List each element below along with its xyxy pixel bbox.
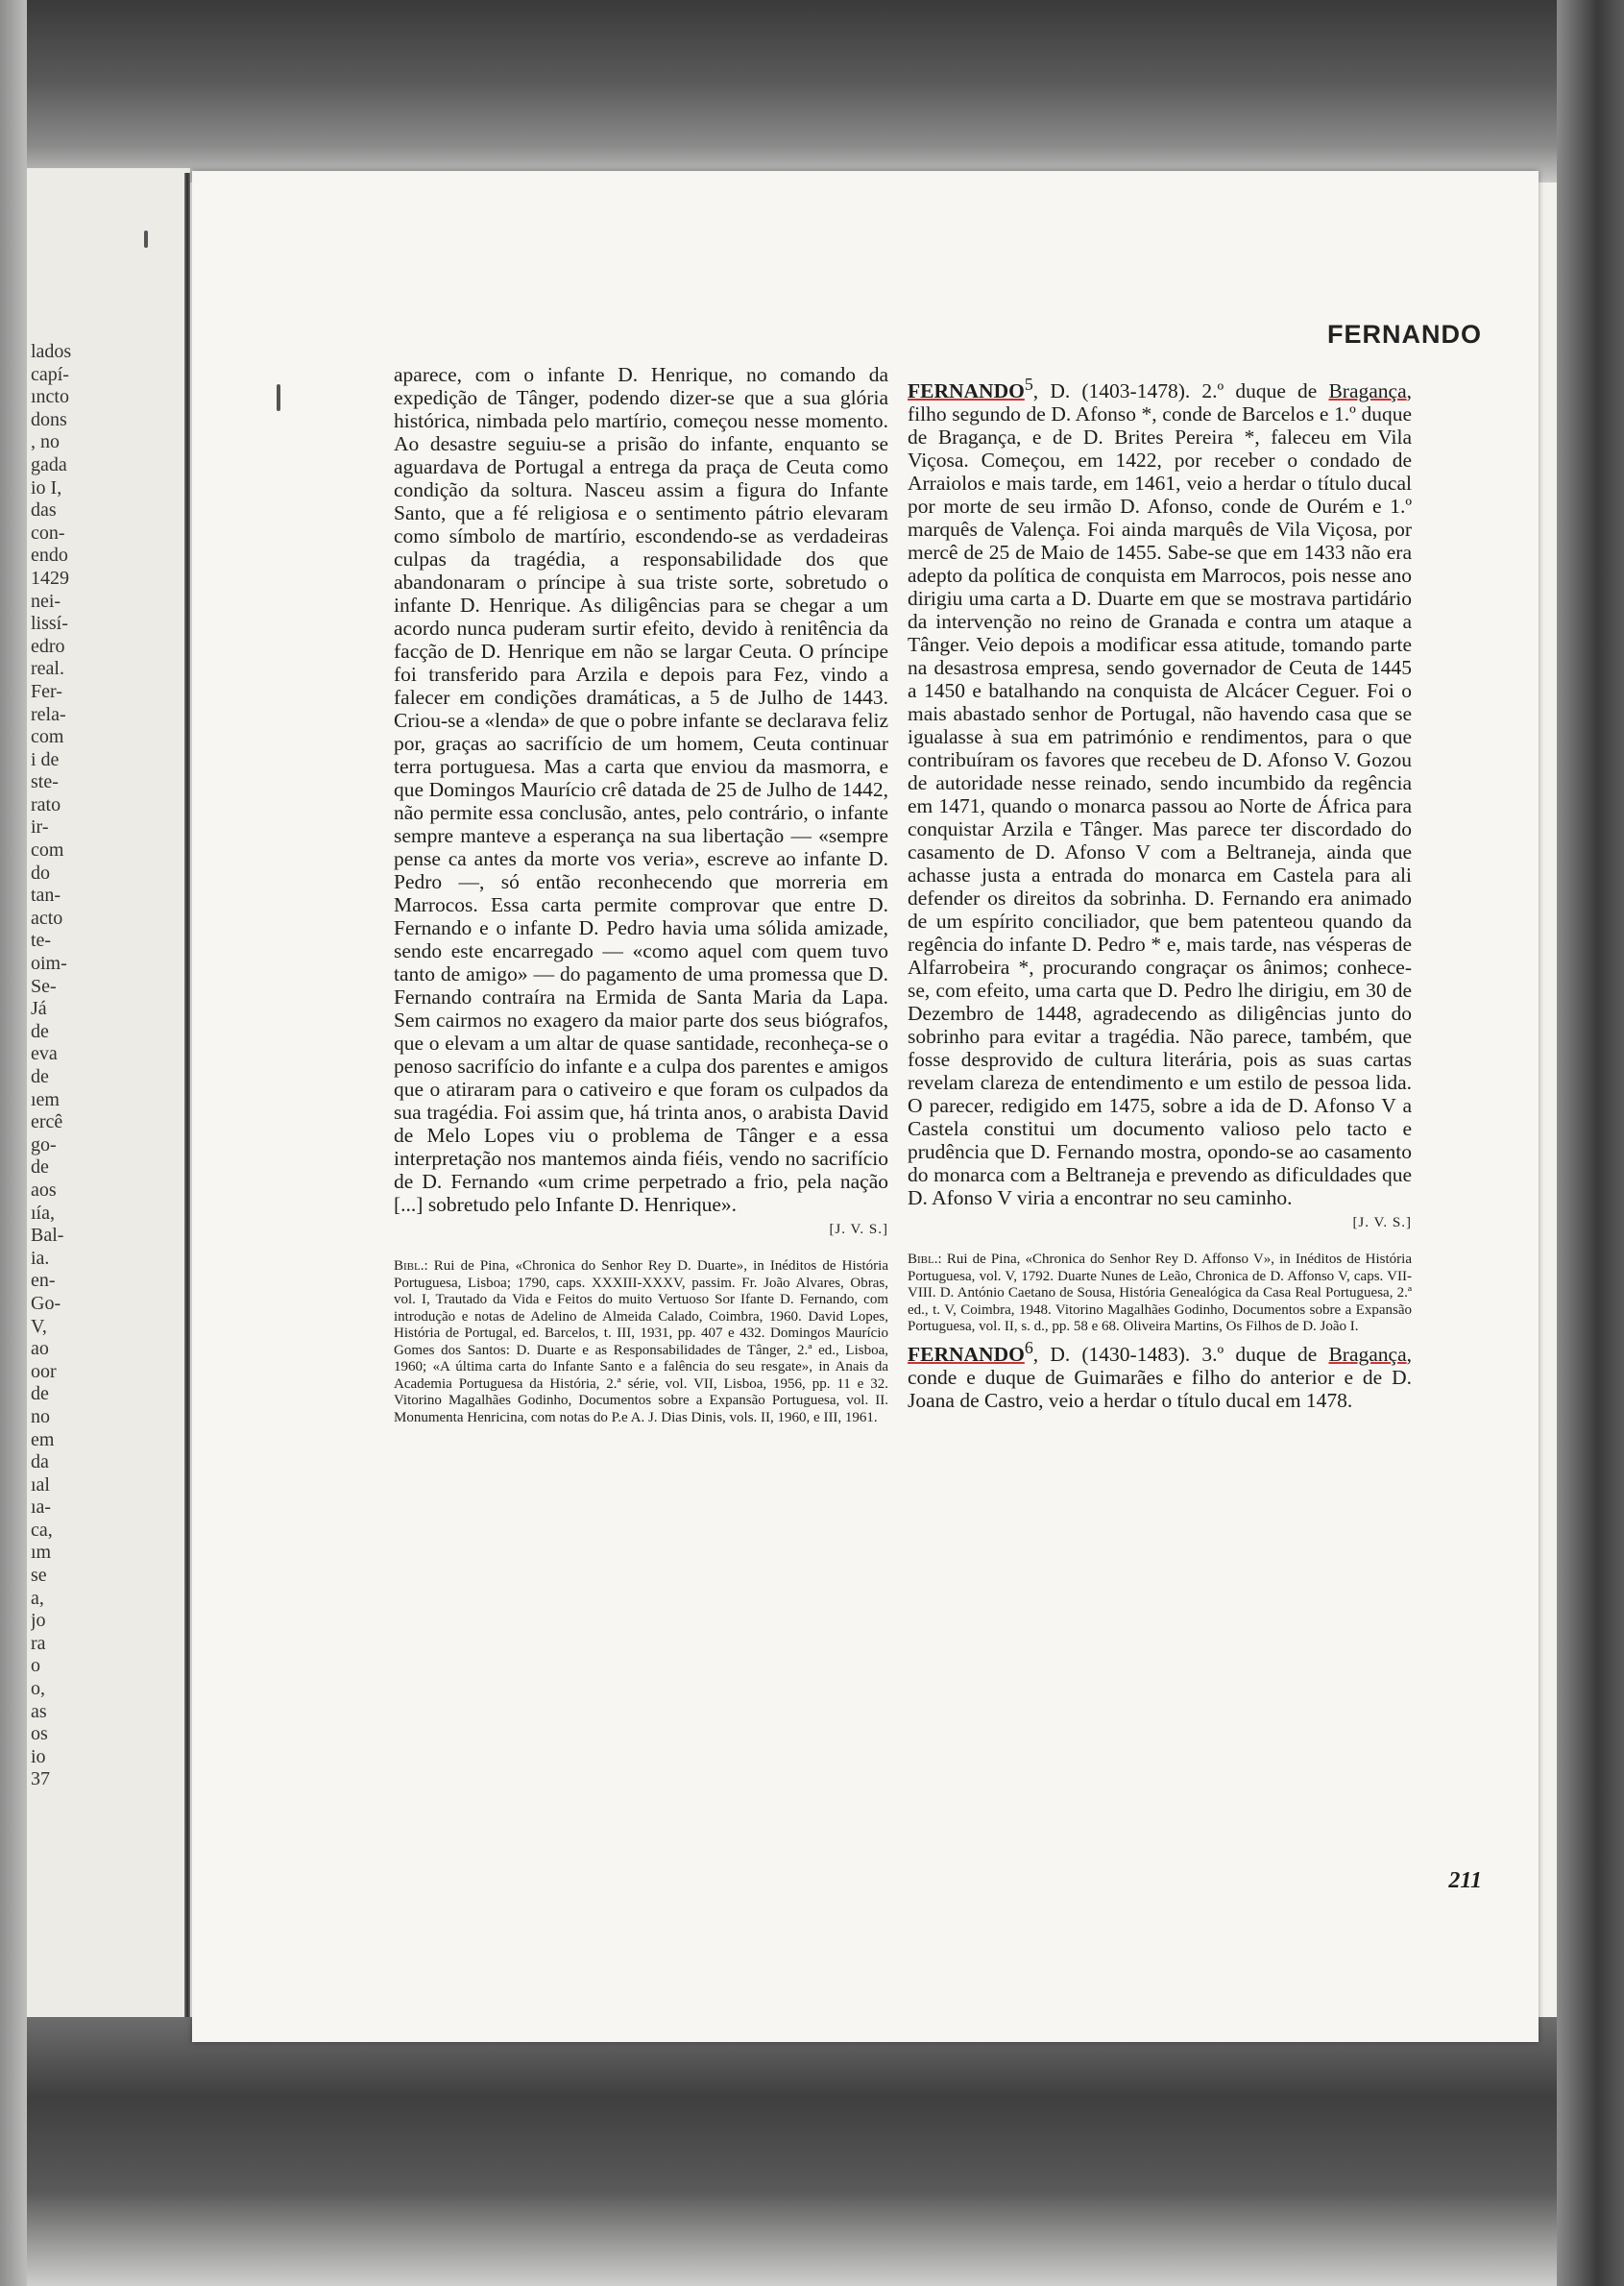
scan-top-border: [0, 0, 1624, 182]
adjacent-page-fragment: gada: [31, 453, 67, 475]
adjacent-page-fragment: aos: [31, 1179, 57, 1201]
bibliography-text: Rui de Pina, «Chronica do Senhor Rey D. Duarte», in Inéditos de História Portuguesa, Lisboa; 1790, caps. XXXIII-XXXV, passim. Fr. João Alvares, Obras, vol. I, Trautado da Vida e Feitos do muito Vertuoso Sor Ifante D. Fernando, com introdução e notas de Adelino de Almeida Calado, Coimbra, 1960. David Lopes, História de Portugal, ed. Barcelos, t. III, 1931, pp. 407 e 432. Domingos Maurício Gomes dos Santos: D. Duarte e as Responsabilidades de Tânger, 2.ª ed., Lisboa, 1960; «A última carta do Infante Santo e a falência do seu resgate», in Anais da Academia Portuguesa da História, 2.ª série, vol. VII, Lisboa, 1956, pp. 11 e 32. Vitorino Magalhães Godinho, Documentos sobre a Expansão Portuguesa, vol. II. Monumenta Henricina, com notas do P.e A. J. Dias Dinis, vols. II, 1960, e III, 1961.: [394, 1258, 888, 1425]
adjacent-page-fragment: , no: [31, 431, 60, 453]
adjacent-page-fragment: ıncto: [31, 386, 69, 408]
adjacent-page-fragment: com: [31, 726, 64, 748]
adjacent-page-fragment: endo: [31, 545, 68, 567]
adjacent-page-fragment: jo: [31, 1610, 46, 1632]
adjacent-page-fragment: dons: [31, 408, 67, 430]
adjacent-page-fragment: io I,: [31, 476, 62, 499]
bibliography-label: Bibl.:: [908, 1252, 942, 1268]
adjacent-page-fragment: Já: [31, 998, 47, 1020]
scan-smudge: [277, 384, 280, 411]
adjacent-page-fragment: ercê: [31, 1111, 63, 1133]
adjacent-page-fragment: Go-: [31, 1292, 61, 1314]
bibliography: [908, 1252, 1412, 1336]
adjacent-page-fragment: edro: [31, 635, 65, 657]
adjacent-page-fragment: Bal-: [31, 1225, 64, 1247]
author-signature: [J. V. S.]: [829, 1222, 888, 1237]
scan-smudge: [144, 231, 148, 248]
adjacent-page-fragment: oor: [31, 1360, 57, 1382]
adjacent-page-fragment: acto: [31, 907, 63, 929]
scan-bottom-border: [0, 2017, 1624, 2286]
adjacent-page-text: [31, 341, 88, 1791]
entry-headword: FERNANDO: [908, 1342, 1025, 1366]
adjacent-page-fragment: 37: [31, 1768, 50, 1790]
adjacent-page-fragment: de: [31, 1066, 49, 1087]
entry-headword: FERNANDO: [908, 379, 1025, 403]
bibliography-text: Rui de Pina, «Chronica do Senhor Rey D. Affonso V», in Inéditos de História Portuguesa, vol. V, 1792. Duarte Nunes de Leão, Chronica de D. Affonso V, caps. VII-VIII. D. António Caetano de Sousa, História Genealógica da Casa Real Portuguesa, 2.ª ed., t. V, Coimbra, 1948. Vitorino Magalhães Godinho, Documentos sobre a Expansão Portuguesa, vol. II, s. d., pp. 58 e 68. Oliveira Martins, Os Filhos de D. João I.: [908, 1252, 1413, 1335]
column-body-text: aparece, com o infante D. Henrique, no comando da expedição de Tânger, podendo dizer-se que a sua glória histórica, nimbada pelo martírio, começou nesse momento. Ao desastre seguiu-se a prisão do infante, enquanto se aguardava de Portugal a entrega da praça de Ceuta como condição da soltura. Nasceu assim a figura do Infante Santo, que a fé religiosa e o sentimento pátrio elevaram como símbolo de martírio, escondendo-se as verdadeiras culpas da tragédia, a responsabilidade dos que abandonaram o príncipe à sua triste sorte, sobretudo o infante D. Henrique. As diligências para se chegar a um acordo nunca puderam surtir efeito, devido à renitência da facção de D. Henrique em não se largar Ceuta. O príncipe foi transferido para Arzila e depois para Fez, vindo a falecer em condições dramáticas, a 5 de Julho de 1443. Criou-se a «lenda» de que o pobre infante se declarava feliz por, graças ao sacrifício de um homem, Ceuta continuar terra portuguesa. Mas a carta que enviou da masmorra, e que Domingos Maurício crê datada de 25 de Julho de 1442, não permite essa conclusão, antes, pelo contrário, o infante sempre manteve a esperança na sua libertação — «sempre pense ca antes da morte vos veria», escreve ao infante D. Pedro —, só então reconhecendo que morreria em Marrocos. Essa carta permite comprovar que entre D. Fernando e o infante D. Pedro havia uma sólida amizade, sendo este encarregado — «como aquel com quem tuvo tanto de amigo» — do pagamento de uma promessa que D. Fernando contraíra na Ermida de Santa Maria da Lapa. Sem cairmos no exagero da maior parte dos seus biógrafos, que o elevam a um altar de quase santidade, reconheça-se o penoso sacrifício do infante e a culpa dos parentes e amigos que o atiraram para o cativeiro e que foram os culpados da sua tragédia. Foi assim que, há trinta anos, o arabista David de Melo Lopes viu o problema de Tânger e a essa interpretação nos mantemos ainda fiéis, vendo no sacrifício de D. Fernando «um crime perpetrado a frio, pela nação [...] sobretudo pelo Infante D. Henrique».: [394, 363, 888, 1216]
entry-number: 5: [1024, 375, 1033, 394]
adjacent-page-fragment: lados: [31, 341, 72, 362]
adjacent-page-fragment: ım: [31, 1542, 52, 1564]
adjacent-page-fragment: V,: [31, 1315, 47, 1337]
adjacent-page-fragment: ao: [31, 1338, 49, 1360]
adjacent-page-fragment: rela-: [31, 703, 66, 725]
page-fold: [184, 173, 190, 2017]
adjacent-page-fragment: ıía,: [31, 1202, 55, 1224]
underlined-word: Bragança: [1328, 379, 1407, 403]
adjacent-page-fragment: ıem: [31, 1088, 60, 1110]
right-column: [908, 373, 1412, 1412]
adjacent-page-fragment: de: [31, 1020, 49, 1042]
adjacent-page-fragment: i de: [31, 748, 60, 770]
adjacent-page-fragment: se: [31, 1565, 47, 1587]
author-signature: [J. V. S.]: [1352, 1215, 1412, 1231]
adjacent-page-fragment: oim-: [31, 953, 67, 975]
adjacent-page-fragment: nei-: [31, 590, 61, 612]
entry-dates: , D. (1430-1483). 3.º duque de: [1032, 1342, 1329, 1366]
adjacent-page-fragment: Fer-: [31, 680, 62, 702]
adjacent-page-fragment: das: [31, 499, 57, 522]
entry-fernando-5: [908, 373, 1412, 1209]
adjacent-page-fragment: 1429: [31, 567, 69, 589]
adjacent-page-fragment: eva: [31, 1043, 58, 1065]
underlined-word: Bragança: [1328, 1342, 1407, 1366]
bibliography: [394, 1258, 888, 1426]
adjacent-page-fragment: ra: [31, 1632, 46, 1654]
adjacent-page-fragment: o,: [31, 1678, 45, 1700]
entry-dates: , D. (1403-1478). 2.º duque de: [1032, 379, 1329, 403]
adjacent-page-fragment: os: [31, 1723, 48, 1745]
adjacent-page-fragment: tan-: [31, 885, 61, 907]
adjacent-page-fragment: as: [31, 1700, 47, 1722]
adjacent-page-fragment: do: [31, 862, 50, 884]
left-column: [394, 363, 888, 1426]
adjacent-page-fragment: Se-: [31, 975, 57, 997]
adjacent-page-fragment: com: [31, 839, 64, 862]
adjacent-page-fragment: o: [31, 1655, 40, 1677]
adjacent-page-fragment: ir-: [31, 816, 49, 839]
adjacent-page-fragment: da: [31, 1451, 49, 1473]
adjacent-page-fragment: no: [31, 1405, 50, 1427]
entry-number: 6: [1024, 1337, 1033, 1357]
adjacent-page-fragment: capí-: [31, 363, 69, 385]
adjacent-page-fragment: real.: [31, 658, 64, 680]
adjacent-page-fragment: a,: [31, 1587, 44, 1609]
adjacent-page-fragment: ca,: [31, 1519, 53, 1541]
adjacent-page-fragment: lissí-: [31, 613, 68, 635]
adjacent-page-fragment: en-: [31, 1270, 56, 1292]
adjacent-page-fragment: de: [31, 1156, 49, 1179]
adjacent-page-fragment: de: [31, 1383, 49, 1405]
adjacent-page-fragment: con-: [31, 522, 65, 544]
adjacent-page-fragment: em: [31, 1428, 55, 1450]
adjacent-page-fragment: ia.: [31, 1247, 50, 1269]
adjacent-page-fragment: ıal: [31, 1473, 50, 1496]
bibliography-label: Bibl.:: [394, 1258, 428, 1274]
entry-body: , conde e duque de Guimarães e filho do anterior e de D. Joana de Castro, veio a herdar o título ducal em 1478.: [908, 1342, 1412, 1412]
adjacent-page-fragment: io: [31, 1745, 46, 1767]
scan-left-border: [0, 0, 27, 2286]
adjacent-page-fragment: te-: [31, 930, 52, 952]
adjacent-page-fragment: ıa-: [31, 1496, 52, 1519]
adjacent-page-fragment: ste-: [31, 771, 59, 793]
running-head: FERNANDO: [1327, 320, 1482, 349]
adjacent-page-fragment: go-: [31, 1133, 57, 1155]
adjacent-page-fragment: rato: [31, 793, 61, 815]
scan-right-border: [1557, 0, 1624, 2286]
page-number: 211: [1448, 1868, 1482, 1893]
entry-body: , filho segundo de D. Afonso *, conde de Barcelos e 1.º duque de Bragança, e de D. Brites Pereira *, faleceu em Vila Viçosa. Começou, em 1422, por receber o condado de Arraiolos e mais tarde, em 1461, veio a herdar o título ducal por morte de seu irmão D. Afonso, conde de Ourém e 1.º marquês de Valença. Foi ainda marquês de Vila Viçosa, por mercê de 25 de Maio de 1455. Sabe-se que em 1433 não era adepto da política de conquista em Marrocos, pois nesse ano dirigiu uma carta a D. Duarte em que se mostrava partidário da intervenção no reino de Granada e contra um ataque a Tânger. Veio depois a modificar essa atitude, tomando parte na desastrosa empresa, sendo governador de Ceuta de 1445 a 1450 e batalhando na conquista de Alcácer Ceguer. Foi o mais abastado senhor de Portugal, não havendo casa que se igualasse à sua em património e rendimentos, para o que contribuíram os favores que recebeu de D. Afonso V. Gozou de autoridade nesse reinado, sendo incumbido da regência em 1471, quando o monarca passou ao Norte de África para conquistar Arzila e Tânger. Mas parece ter discordado do casamento de D. Afonso V com a Beltraneja, ainda que achasse justa a entrada do monarca em Castela para ali defender os direitos da sobrinha. D. Fernando era animado de um espírito conciliador, que bem patenteou quando da regência do infante D. Pedro * e, mais tarde, nas vésperas de Alfarrobeira *, procurando congraçar os ânimos; conhece-se, com efeito, uma carta que D. Pedro lhe dirigiu, em 30 de Dezembro de 1448, agradecendo as diligências junto do sobrinho para evitar a tragédia. Não parece, também, que fosse desprovido de cultura literária, pois as suas cartas revelam clareza de entendimento e um estilo de pessoa lida. O parecer, redigido em 1475, sobre a ida de D. Afonso V a Castela constitui um documento valioso pelo tacto e prudência que D. Fernando mostra, opondo-se ao casamento do monarca com a Beltraneja e prevendo as dificuldades que D. Afonso V viria a encontrar no seu caminho.: [908, 379, 1412, 1210]
entry-fernando-6: [908, 1336, 1412, 1412]
